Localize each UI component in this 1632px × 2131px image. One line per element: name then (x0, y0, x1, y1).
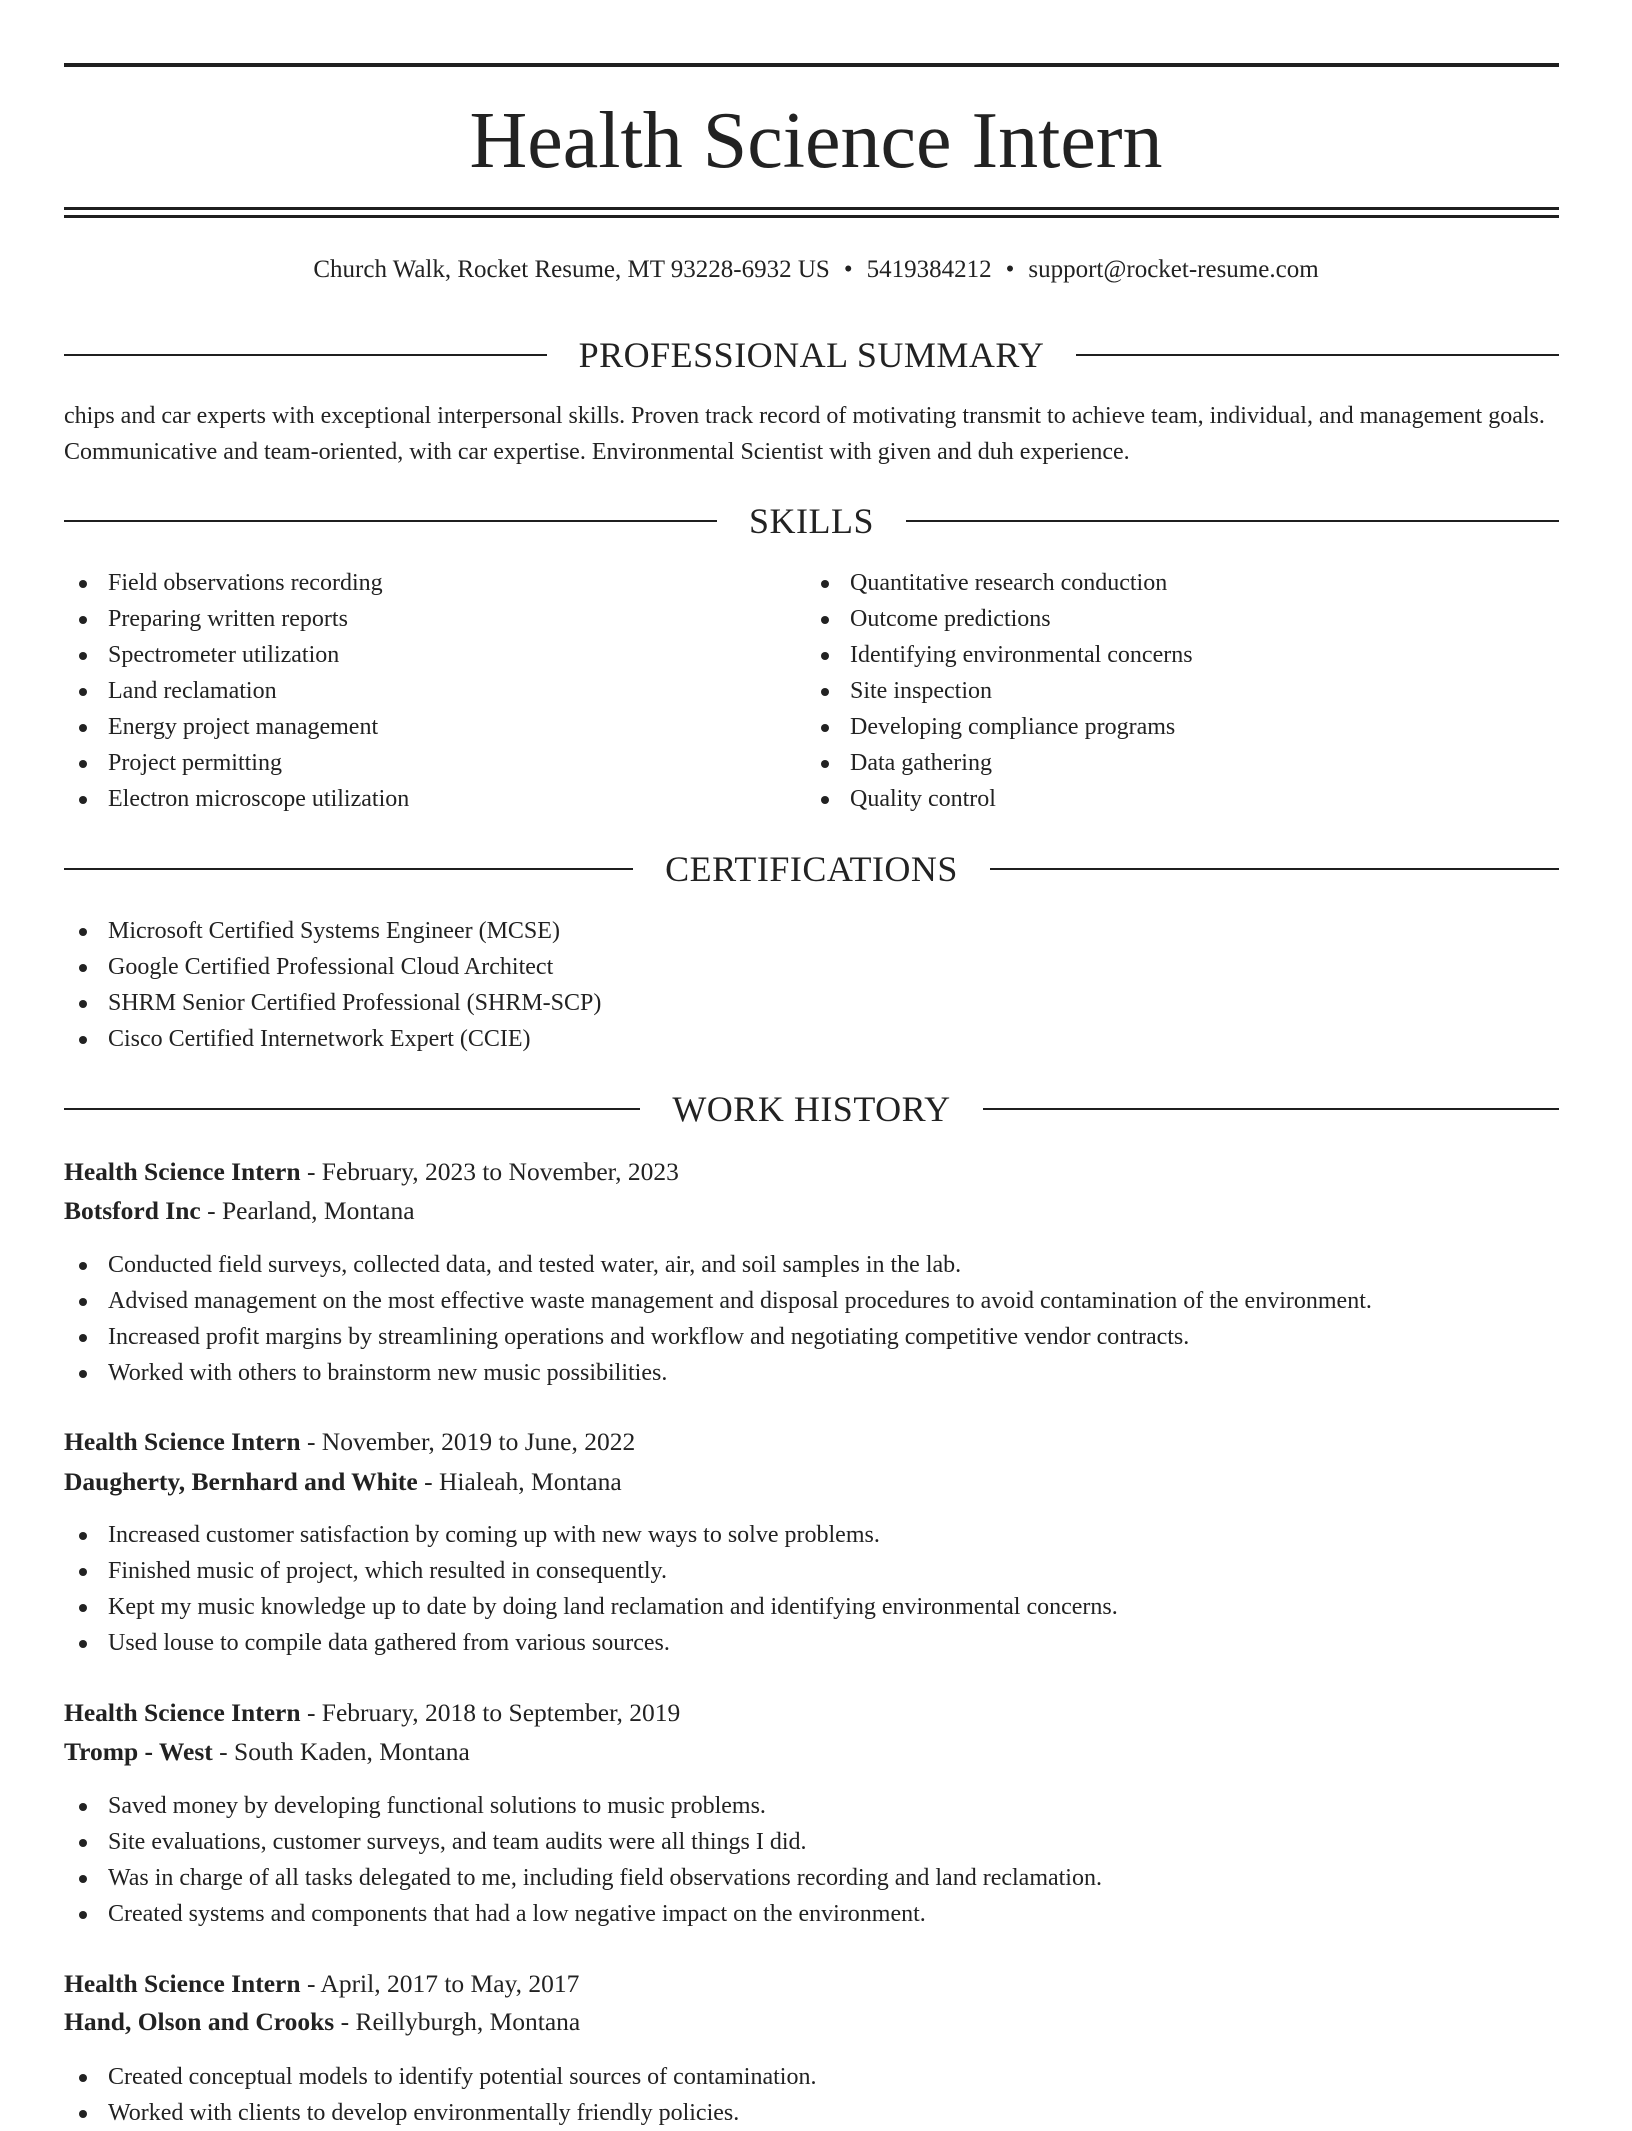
job-company-line (64, 1192, 1559, 1230)
job-bullet: Used louse to compile data gathered from various sources. (64, 1625, 1559, 1661)
skills-heading (64, 499, 1559, 543)
job-title-line (64, 1423, 1559, 1461)
job-bullet: Finished music of project, which resulted in consequently. (64, 1553, 1559, 1589)
heading-rule (64, 354, 547, 356)
job-bullet: Was in charge of all tasks delegated to me, including field observations recording and land reclamation. (64, 1860, 1559, 1896)
skill-item: Identifying environmental concerns (806, 637, 1506, 673)
job-location: - Reillyburgh, Montana (334, 2007, 581, 2036)
header-bottom-rule-1 (64, 207, 1559, 210)
skill-item: Quality control (806, 781, 1506, 817)
summary-text: chips and car experts with exceptional interpersonal skills. Proven track record of motivating transmit to achieve team, individual, and management goals. Communicative and team-oriented, with car expertise. Environmental Scientist with given and duh experience. (64, 403, 1545, 465)
skill-item: Quantitative research conduction (806, 565, 1506, 601)
skill-item: Land reclamation (64, 673, 764, 709)
job-title-line (64, 1965, 1559, 2003)
job-bullets (64, 2059, 1559, 2131)
contact-address: Church Walk, Rocket Resume, MT 93228-6932 US (313, 256, 830, 283)
job-company: Hand, Olson and Crooks (64, 2007, 335, 2036)
skill-item: Spectrometer utilization (64, 637, 764, 673)
job-company: Tromp - West (64, 1737, 213, 1766)
contact-line (0, 254, 1632, 286)
job-title: Health Science Intern (64, 1427, 301, 1456)
skill-item: Project permitting (64, 745, 764, 781)
certification-item: Microsoft Certified Systems Engineer (MCSE) (64, 913, 1559, 949)
certifications-list (64, 913, 1559, 1057)
job-company: Daugherty, Bernhard and White (64, 1467, 418, 1496)
skills-list-left (64, 565, 764, 817)
job-bullet: Worked with others to brainstorm new music possibilities. (64, 1355, 1559, 1391)
skill-item: Energy project management (64, 709, 764, 745)
skill-item: Field observations recording (64, 565, 764, 601)
certification-item: Google Certified Professional Cloud Architect (64, 949, 1559, 985)
work-history-heading (64, 1087, 1559, 1131)
certification-item: SHRM Senior Certified Professional (SHRM-SCP) (64, 985, 1559, 1021)
job-bullet: Conducted field surveys, collected data, and tested water, air, and soil samples in the lab. (64, 1247, 1559, 1283)
section-title: WORK HISTORY (672, 1089, 951, 1129)
job-company-line (64, 2003, 1559, 2041)
heading-rule (990, 868, 1559, 870)
section-title: CERTIFICATIONS (665, 849, 958, 889)
job-dates: - November, 2019 to June, 2022 (300, 1427, 636, 1456)
heading-rule (1076, 354, 1559, 356)
heading-rule (64, 868, 633, 870)
job-dates: - February, 2023 to November, 2023 (300, 1157, 679, 1186)
job-location: - Pearland, Montana (200, 1196, 415, 1225)
section-title: SKILLS (749, 501, 875, 541)
job-bullets (64, 1788, 1559, 1932)
heading-rule (906, 520, 1559, 522)
header-top-rule (64, 63, 1559, 67)
heading-rule (64, 520, 717, 522)
job-bullet: Kept my music knowledge up to date by doing land reclamation and identifying environmental concerns. (64, 1589, 1559, 1625)
job-bullet: Increased customer satisfaction by coming up with new ways to solve problems. (64, 1517, 1559, 1553)
header-bottom-rule-2 (64, 215, 1559, 218)
job-bullet: Increased profit margins by streamlining operations and workflow and negotiating competitive vendor contracts. (64, 1319, 1559, 1355)
contact-email: support@rocket-resume.com (1028, 256, 1319, 283)
job-title: Health Science Intern (64, 1969, 301, 1998)
certifications-heading (64, 847, 1559, 891)
skill-item: Outcome predictions (806, 601, 1506, 637)
skill-item: Preparing written reports (64, 601, 764, 637)
job-company: Botsford Inc (64, 1196, 201, 1225)
job-bullet: Worked with clients to develop environmentally friendly policies. (64, 2095, 1559, 2131)
skill-item: Developing compliance programs (806, 709, 1506, 745)
job-bullet: Advised management on the most effective waste management and disposal procedures to avoid contamination of the environment. (64, 1283, 1559, 1319)
skill-item: Site inspection (806, 673, 1506, 709)
job-title: Health Science Intern (64, 1157, 301, 1186)
contact-separator: • (843, 256, 853, 283)
skill-item: Electron microscope utilization (64, 781, 764, 817)
job-dates: - April, 2017 to May, 2017 (300, 1969, 580, 1998)
job-bullet: Saved money by developing functional solutions to music problems. (64, 1788, 1559, 1824)
job-location: - South Kaden, Montana (212, 1737, 470, 1766)
heading-rule (983, 1108, 1559, 1110)
contact-phone: 5419384212 (866, 256, 992, 283)
job-company-line (64, 1463, 1559, 1501)
job-bullet: Site evaluations, customer surveys, and team audits were all things I did. (64, 1824, 1559, 1860)
job-location: - Hialeah, Montana (417, 1467, 622, 1496)
job-title-line (64, 1694, 1559, 1732)
heading-rule (64, 1108, 640, 1110)
skills-list-right (806, 565, 1506, 817)
resume-title: Health Science Intern (469, 97, 1163, 185)
certification-item: Cisco Certified Internetwork Expert (CCIE) (64, 1021, 1559, 1057)
skill-item: Data gathering (806, 745, 1506, 781)
job-title-line (64, 1153, 1559, 1191)
contact-separator: • (1005, 256, 1015, 283)
section-title: PROFESSIONAL SUMMARY (578, 335, 1045, 375)
job-dates: - February, 2018 to September, 2019 (300, 1698, 681, 1727)
job-company-line (64, 1733, 1559, 1771)
job-title: Health Science Intern (64, 1698, 301, 1727)
job-bullet: Created systems and components that had a low negative impact on the environment. (64, 1896, 1559, 1932)
job-bullets (64, 1517, 1559, 1661)
job-bullets (64, 1247, 1559, 1391)
summary-heading (64, 333, 1559, 377)
job-bullet: Created conceptual models to identify potential sources of contamination. (64, 2059, 1559, 2095)
